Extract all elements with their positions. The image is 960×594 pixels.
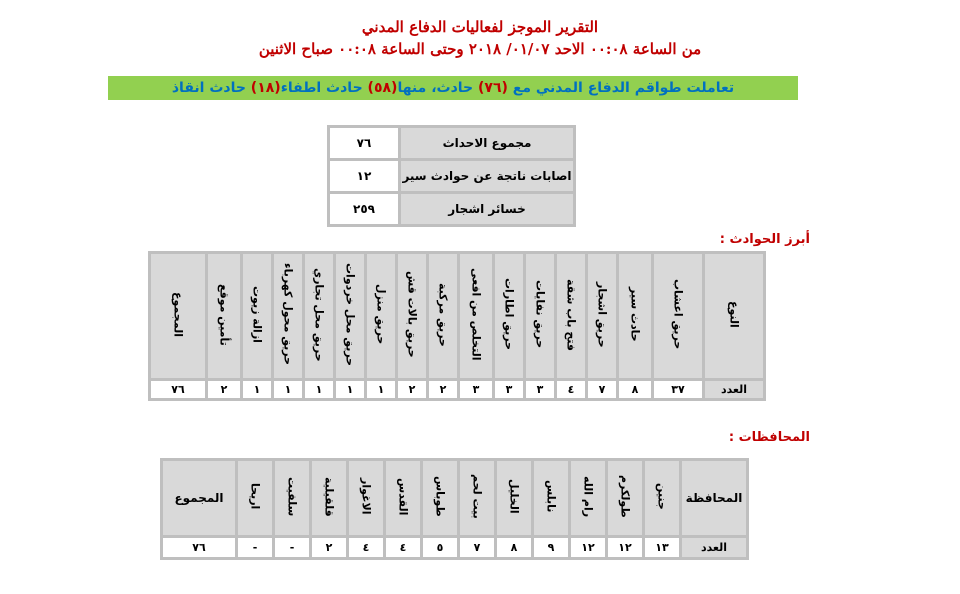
events-table [148, 251, 766, 401]
events-count-cell: ٣ [460, 381, 492, 398]
province-count-cell: ٢ [312, 538, 346, 557]
banner-text-4: حادث انقاذ [171, 80, 251, 96]
events-count-cell: ٢ [398, 381, 426, 398]
province-count-cell: ١٣ [645, 538, 679, 557]
province-name-cell: الاغوار [349, 461, 383, 535]
provinces-count-row [163, 538, 746, 557]
banner-fire: (٥٨) [367, 80, 398, 96]
province-count-cell: ٥ [423, 538, 457, 557]
events-type-cell: حريق محل تجاري [305, 254, 333, 378]
events-count-cell: ١ [243, 381, 271, 398]
events-type-header: النوع [705, 254, 763, 378]
events-type-cell: حريق منزل [367, 254, 395, 378]
events-count-cell: ١ [305, 381, 333, 398]
events-type-cell: حريق محول كهرباء [274, 254, 302, 378]
events-section-title: أبرز الحوادث : [719, 232, 810, 247]
province-count-cell: ٤ [349, 538, 383, 557]
events-count-cell: ١ [336, 381, 364, 398]
provinces-table [160, 458, 749, 560]
table-row [330, 161, 573, 191]
banner-text-3: حادث اطفاء [280, 80, 368, 96]
province-name-cell: رام الله [571, 461, 605, 535]
summary-label: خسائر اشجار [401, 194, 573, 224]
events-type-cell: حريق اعشاب [654, 254, 702, 378]
events-count-cell: ٨ [619, 381, 651, 398]
provinces-header-row [163, 461, 746, 535]
province-name-cell: المجموع [163, 461, 235, 535]
summary-label: اصابات ناتجة عن حوادث سير [401, 161, 573, 191]
province-count-cell: - [238, 538, 272, 557]
banner-total: (٧٦) [478, 80, 508, 96]
summary-label: مجموع الاحداث [401, 128, 573, 158]
events-count-row [151, 381, 763, 398]
report-subtitle: من الساعة ٠٠:٠٨ الاحد ٠١/٠٧/ ٢٠١٨ وحتى الساعة ٠٠:٠٨ صباح الاثنين [258, 40, 702, 58]
province-count-cell: - [275, 538, 309, 557]
province-count-cell: ٧٦ [163, 538, 235, 557]
report-title: التقرير الموجز لفعاليات الدفاع المدني [361, 18, 599, 36]
province-name-cell: سلفيت [275, 461, 309, 535]
events-type-cell: حريق بالات قش [398, 254, 426, 378]
province-name-cell: بيت لحم [460, 461, 494, 535]
province-count-cell: ٨ [497, 538, 531, 557]
events-header-row [151, 254, 763, 378]
province-count-cell: ١٢ [608, 538, 642, 557]
events-count-cell: ٧ [588, 381, 616, 398]
summary-value: ٢٥٩ [330, 194, 398, 224]
events-type-cell: حريق اطارات [495, 254, 523, 378]
banner-text-2: حادث، منها [397, 80, 478, 96]
events-count-cell: ٧٦ [151, 381, 205, 398]
summary-table [327, 125, 576, 227]
province-name-cell: نابلس [534, 461, 568, 535]
province-name-cell: الخليل [497, 461, 531, 535]
events-count-cell: ٤ [557, 381, 585, 398]
province-name-cell: قلقيلية [312, 461, 346, 535]
events-type-cell: حادث سير [619, 254, 651, 378]
province-name-cell: اريحا [238, 461, 272, 535]
province-count-cell: ٩ [534, 538, 568, 557]
events-count-cell: ٣٧ [654, 381, 702, 398]
banner-text-1: تعاملت طواقم الدفاع المدني مع [507, 80, 735, 96]
events-type-cell: حريق مركبة [429, 254, 457, 378]
province-name-cell: جنين [645, 461, 679, 535]
summary-banner [108, 76, 798, 100]
events-type-cell: المجموع [151, 254, 205, 378]
events-count-cell: ٣ [526, 381, 554, 398]
provinces-count-label: العدد [682, 538, 746, 557]
events-type-cell: حريق اشجار [588, 254, 616, 378]
province-name-cell: طوباس [423, 461, 457, 535]
summary-value: ٧٦ [330, 128, 398, 158]
events-type-cell: التخلص من افعى [460, 254, 492, 378]
banner-rescue: (١٨) [250, 80, 281, 96]
province-name-cell: طولكرم [608, 461, 642, 535]
summary-value: ١٢ [330, 161, 398, 191]
events-count-cell: ٢ [429, 381, 457, 398]
events-count-label: العدد [705, 381, 763, 398]
table-row [330, 194, 573, 224]
events-count-cell: ٢ [208, 381, 240, 398]
provinces-section-title: المحافظات : [728, 430, 810, 445]
table-row [330, 128, 573, 158]
events-count-cell: ١ [274, 381, 302, 398]
province-name-cell: القدس [386, 461, 420, 535]
events-count-cell: ٣ [495, 381, 523, 398]
events-type-cell: تأمين موقع [208, 254, 240, 378]
events-type-cell: ازالة زيوت [243, 254, 271, 378]
events-type-cell: حريق محل خردوات [336, 254, 364, 378]
province-count-cell: ١٢ [571, 538, 605, 557]
province-count-cell: ٧ [460, 538, 494, 557]
provinces-name-header: المحافظة [682, 461, 746, 535]
province-count-cell: ٤ [386, 538, 420, 557]
events-type-cell: فتح باب شقة [557, 254, 585, 378]
events-count-cell: ١ [367, 381, 395, 398]
events-type-cell: حريق نفايات [526, 254, 554, 378]
